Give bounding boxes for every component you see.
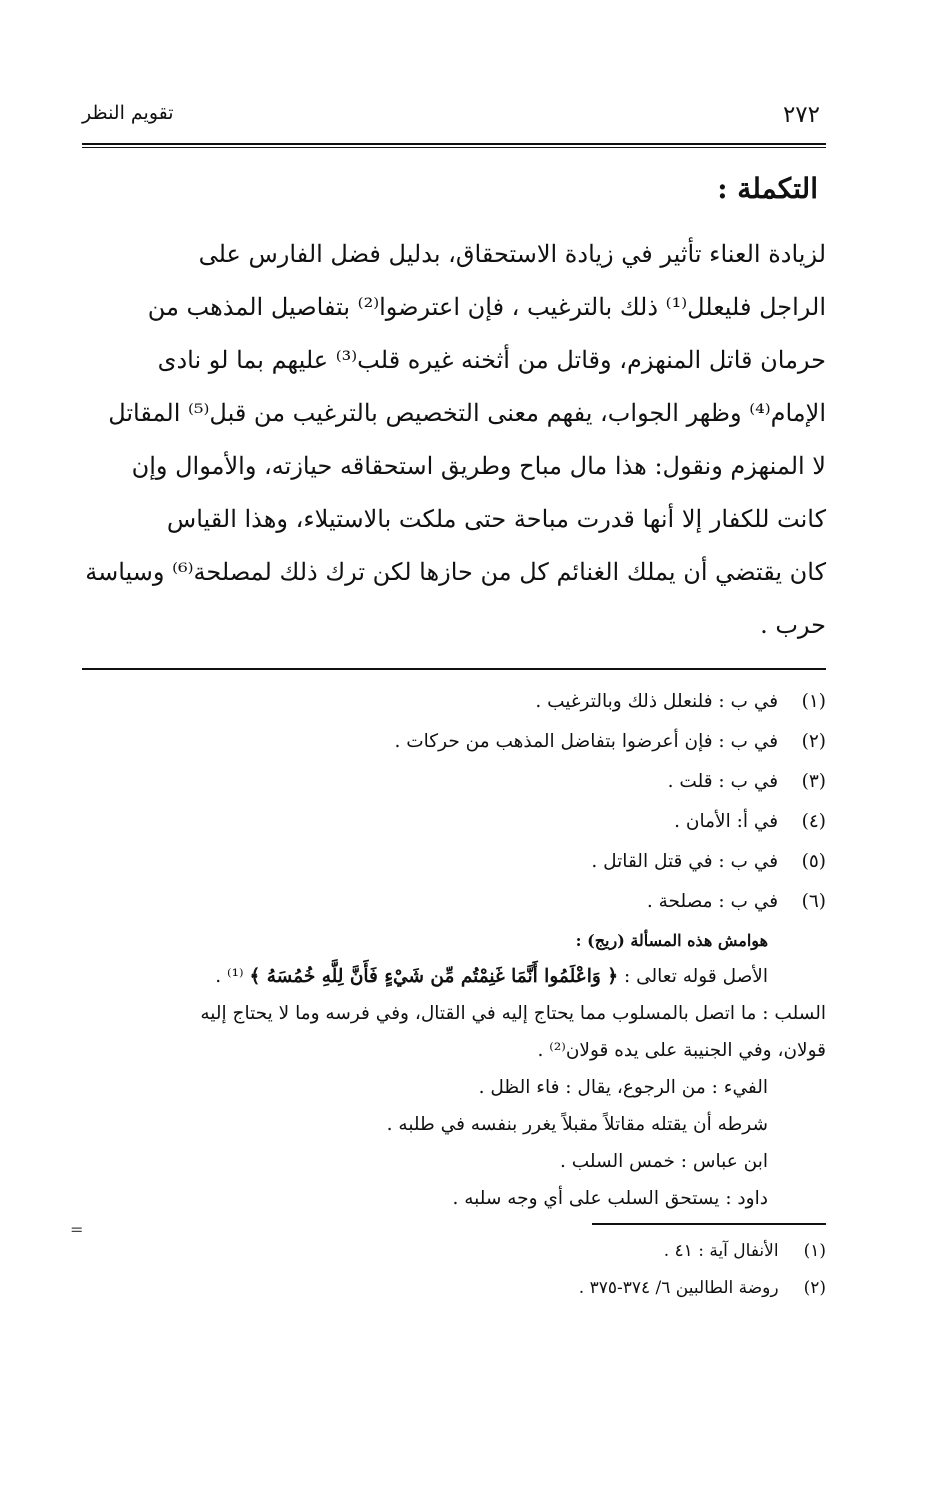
footnote-text: في ب : فإن أعرضوا بتفاضل المذهب من حركات . <box>394 730 779 752</box>
running-head <box>82 96 826 138</box>
footnote-number: (٤) <box>801 810 826 832</box>
footnote-number: (٦) <box>801 890 826 912</box>
footnote <box>82 682 826 722</box>
footnote-number: (٣) <box>801 770 826 792</box>
footnote <box>82 882 826 922</box>
margin-mark: = <box>70 1220 84 1239</box>
salab-continuation: قولان، وفي الجنيبة على يده قولان⁽²⁾ . <box>537 1039 826 1061</box>
header-rule-thin <box>82 147 826 148</box>
fay-line: الفيء : من الرجوع، يقال : فاء الظل . <box>478 1076 768 1098</box>
annotations-heading: هوامش هذه المسألة (ريج) : <box>575 930 768 950</box>
footnote-number: (١) <box>801 690 826 712</box>
footnote-number: (٥) <box>801 850 826 872</box>
running-title: تقويم النظر <box>82 102 174 124</box>
salab-line: السلب : ما اتصل بالمسلوب مما يحتاج إليه في القتال، وفي فرسه وما لا يحتاج إليه <box>200 1002 826 1024</box>
footnote-separator <box>82 668 826 670</box>
footnote <box>82 722 826 762</box>
bottom-footnote-number: (٢) <box>803 1277 826 1298</box>
origin-note: ⁽¹⁾ . <box>215 965 244 987</box>
footnote <box>82 762 826 802</box>
origin-line <box>82 958 768 995</box>
main-text <box>82 228 826 652</box>
bottom-footnote-separator <box>592 1223 826 1225</box>
main-text-line: حرب . <box>760 610 826 639</box>
main-text-line: كان يقتضي أن يملك الغنائم كل من حازها لكن ترك ذلك لمصلحة⁽⁶⁾ وسياسة <box>85 557 826 586</box>
bottom-footnotes <box>82 1233 826 1307</box>
footnote-text: في ب : في قتل القاتل . <box>591 850 779 872</box>
bottom-footnote-text: الأنفال آية : ٤١ . <box>663 1240 779 1261</box>
footnote <box>82 842 826 882</box>
main-text-line: الراجل فليعلل⁽¹⁾ ذلك بالترغيب ، فإن اعترضوا⁽²⁾ بتفاصيل المذهب من <box>147 292 826 321</box>
main-text-line: كانت للكفار إلا أنها قدرت مباحة حتى ملكت بالاستيلاء، وهذا القياس <box>166 504 826 533</box>
main-text-line: لا المنهزم ونقول: هذا مال مباح وطريق استحقاقه حيازته، والأموال وإن <box>131 451 826 480</box>
annotations <box>82 924 826 1217</box>
bottom-footnote <box>82 1270 826 1307</box>
condition-line: شرطه أن يقتله مقاتلاً مقبلاً يغرر بنفسه في طلبه . <box>386 1113 768 1135</box>
book-page <box>82 96 826 1307</box>
bottom-footnote <box>82 1233 826 1270</box>
footnotes <box>82 682 826 922</box>
footnote-text: في أ: الأمان . <box>674 810 779 832</box>
bottom-footnote-text: روضة الطالبين ٦/ ٣٧٤-٣٧٥ . <box>578 1277 779 1298</box>
footnote-text: في ب : فلنعلل ذلك وبالترغيب . <box>535 690 779 712</box>
footnote-text: في ب : مصلحة . <box>646 890 779 912</box>
bottom-footnote-number: (١) <box>803 1240 826 1261</box>
dawud-line: داود : يستحق السلب على أي وجه سلبه . <box>452 1187 768 1209</box>
footnote-text: في ب : قلت . <box>667 770 779 792</box>
section-heading: التكملة : <box>717 172 818 205</box>
origin-label: الأصل قوله تعالى : <box>623 965 768 987</box>
header-rule-thick <box>82 143 826 145</box>
ibn-abbas-line: ابن عباس : خمس السلب . <box>559 1150 768 1172</box>
main-text-line: الإمام⁽⁴⁾ وظهر الجواب، يفهم معنى التخصيص بالترغيب من قبل⁽⁵⁾ المقاتل <box>108 398 826 427</box>
quran-verse: ﴿ وَاعْلَمُوا أَنَّمَا غَنِمْتُم مِّن شَيْءٍ فَأَنَّ لِلَّهِ خُمُسَهُ ﴾ <box>249 965 619 987</box>
footnote <box>82 802 826 842</box>
main-text-line: حرمان قاتل المنهزم، وقاتل من أثخنه غيره قلب⁽³⁾ عليهم بما لو نادى <box>157 345 826 374</box>
footnote-number: (٢) <box>801 730 826 752</box>
page-number: ٢٧٢ <box>782 102 820 128</box>
main-text-line: لزيادة العناء تأثير في زيادة الاستحقاق، بدليل فضل الفارس على <box>198 239 826 268</box>
